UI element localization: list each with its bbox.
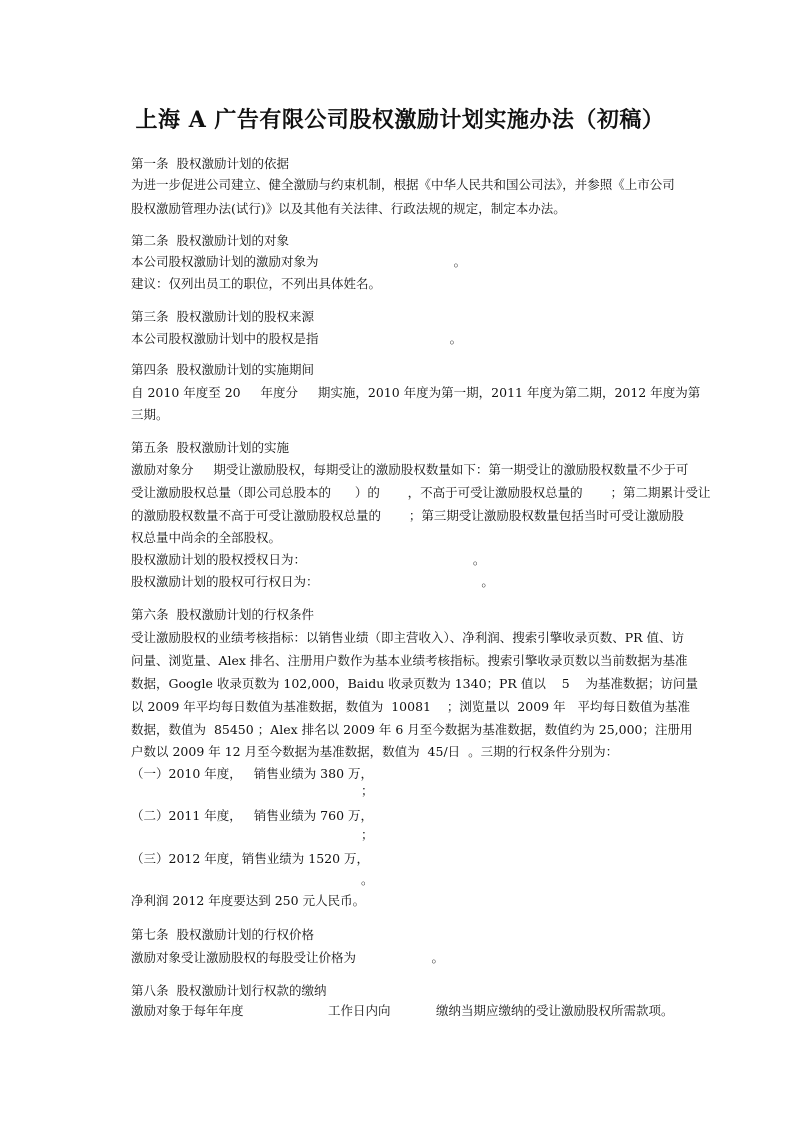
article-6-line-3: 数据，Google 收录页数为 102,000，Baidu 收录页数为 1340；PR 值以 5 为基准数据；访问量: [131, 676, 699, 691]
article-6-line-1: 受让激励股权的业绩考核指标：以销售业绩（即主营收入）、净利润、搜索引擎收录页数、PR 值、访: [131, 630, 685, 645]
article-1-line-1: 为进一步促进公司建立、健全激励与约束机制，根据《中华人民共和国公司法》，并参照《上市公司: [131, 177, 675, 192]
article-3-line-1: 本公司股权激励计划中的股权是指 。: [131, 331, 463, 346]
condition-2-end: ；: [361, 827, 374, 842]
article-5-line-4: 权总量中尚余的全部股权。: [131, 530, 282, 545]
article-2-line-1: 本公司股权激励计划的激励对象为 。: [131, 254, 467, 269]
condition-1-end: ；: [361, 783, 374, 798]
article-6-line-5: 数据，数值为 85450 ；Alex 排名以 2009 年 6 月至今数据为基准数据，数值约为 25,000；注册用: [131, 722, 693, 737]
article-7-line: 激励对象受让激励股权的每股受让价格为 。: [131, 950, 444, 965]
article-1-line-2: 股权激励管理办法(试行)》以及其他有关法律、行政法规的规定，制定本办法。: [131, 201, 566, 216]
article-5-line-2: 受让激励股权总量（即公司总股本的 ）的 ，不高于可受让激励股权总量的 ；第二期累计受让: [131, 485, 711, 500]
condition-1-label: （一）2010 年度， 销售业绩为 380 万，: [131, 766, 374, 781]
article-2-heading: 第二条 股权激励计划的对象: [131, 233, 289, 248]
condition-3-end: 。: [361, 872, 374, 887]
article-5-line-6: 股权激励计划的股权可行权日为： 。: [131, 574, 494, 589]
article-5-line-3: 的激励股权数量不高于可受让激励股权总量的 ；第三期受让激励股权数量包括当时可受让激励股: [131, 508, 684, 523]
condition-2-label: （二）2011 年度， 销售业绩为 760 万，: [131, 808, 374, 823]
article-8-heading: 第八条 股权激励计划行权款的缴纳: [131, 983, 327, 998]
article-2-line-2: 建议：仅列出员工的职位，不列出具体姓名。: [131, 276, 382, 291]
article-6-line-2: 问量、浏览量、Alex 排名、注册用户数作为基本业绩考核指标。搜索引擎收录页数以当前数据为基准: [131, 653, 688, 668]
document-title: 上海 A 广告有限公司股权激励计划实施办法（初稿）: [135, 107, 665, 133]
article-3-heading: 第三条 股权激励计划的股权来源: [131, 309, 314, 324]
article-1-heading: 第一条 股权激励计划的依据: [131, 156, 289, 171]
article-6-line-4: 以 2009 年平均每日数值为基准数据，数值为 10081 ；浏览量以 2009 年 平均每日数值为基准: [131, 699, 691, 714]
article-8-line-part-b: 工作日内向: [328, 1003, 391, 1018]
article-5-line-1: 激励对象分 期受让激励股权，每期受让的激励股权数量如下：第一期受让的激励股权数量不少于可: [131, 462, 689, 477]
condition-3-label: （三）2012 年度，销售业绩为 1520 万，: [131, 851, 370, 866]
article-6-heading: 第六条 股权激励计划的行权条件: [131, 607, 314, 622]
article-7-heading: 第七条 股权激励计划的行权价格: [131, 927, 314, 942]
article-4-heading: 第四条 股权激励计划的实施期间: [131, 362, 314, 377]
article-4-line-1: 自 2010 年度至 20 年度分 期实施，2010 年度为第一期，2011 年度为第二期，2012 年度为第: [131, 385, 701, 400]
net-profit-line: 净利润 2012 年度要达到 250 元人民币。: [131, 893, 366, 908]
article-8-line-part-a: 激励对象于每年年度: [131, 1003, 244, 1018]
article-5-line-5: 股权激励计划的股权授权日为： 。: [131, 552, 486, 567]
article-8-line-part-c: 缴纳当期应缴纳的受让激励股权所需款项。: [436, 1003, 674, 1018]
article-6-line-6: 户数以 2009 年 12 月至今数据为基准数据，数值为 45/日 。三期的行权条件分别为：: [131, 744, 619, 759]
article-4-line-2: 三期。: [131, 407, 169, 422]
article-5-heading: 第五条 股权激励计划的实施: [131, 440, 289, 455]
